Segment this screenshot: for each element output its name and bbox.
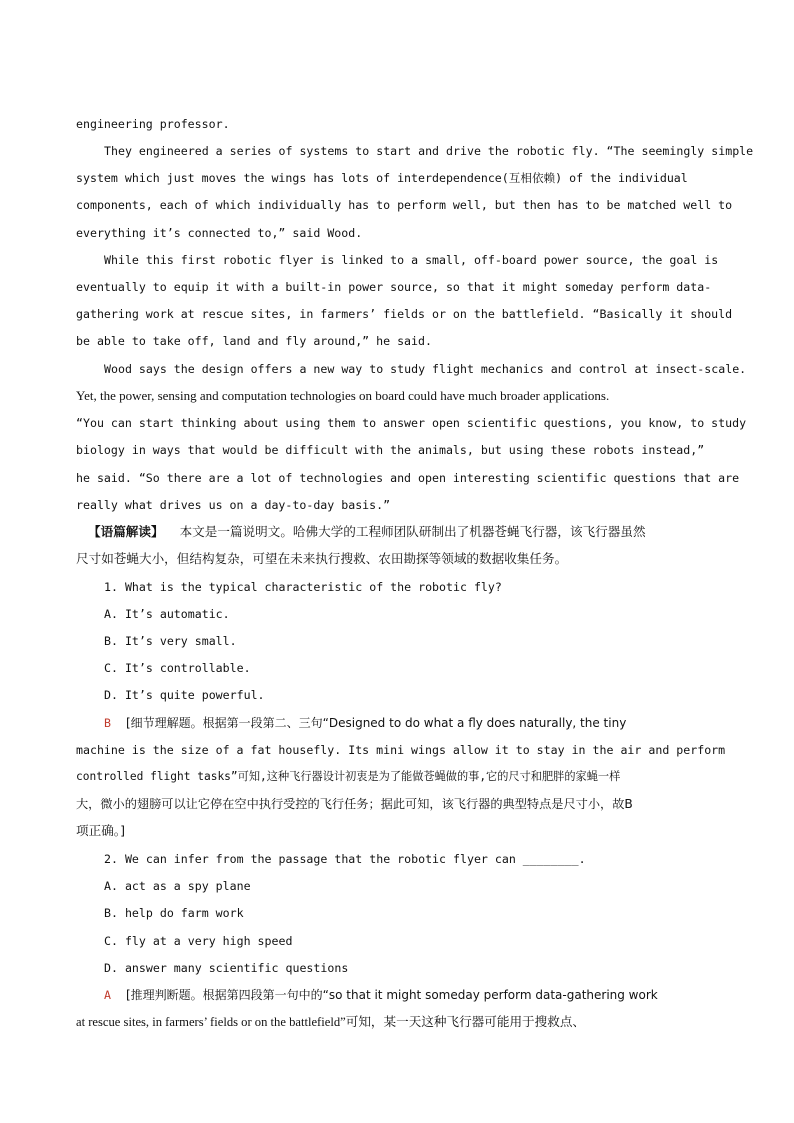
interpretation-label: 【语篇解读】 bbox=[88, 524, 164, 539]
passage-line: really what drives us on a day-to-day basis.” bbox=[76, 498, 391, 512]
explanation-line: at rescue sites, in farmers’ fields or on the battlefield”可知，某一天这种飞行器可能用于搜救点、 bbox=[76, 1015, 586, 1029]
interpretation-line bbox=[88, 523, 702, 541]
option-a: A. act as a spy plane bbox=[104, 879, 251, 893]
explanation-text: [细节理解题。根据第一段第二、三句“Designed to do what a fly does naturally, the tiny bbox=[125, 716, 627, 730]
option-c: C. fly at a very high speed bbox=[104, 934, 293, 948]
passage-line: They engineered a series of systems to start and drive the robotic fly. “The seemingly simple bbox=[104, 144, 754, 158]
passage-line: Wood says the design offers a new way to study flight mechanics and control at insect-scale. bbox=[104, 362, 747, 376]
question-stem: 1. What is the typical characteristic of the robotic fly? bbox=[104, 580, 502, 594]
explanation-line: controlled flight tasks”可知,这种飞行器设计初衷是为了能做苍蝇做的事,它的尺寸和肥胖的家蝇一样 bbox=[76, 770, 621, 783]
question-stem: 2. We can infer from the passage that the robotic flyer can ________. bbox=[104, 852, 586, 866]
passage-line: Yet, the power, sensing and computation technologies on board could have much broader applications. bbox=[76, 388, 610, 403]
option-b: B. It’s very small. bbox=[104, 634, 237, 648]
option-a: A. It’s automatic. bbox=[104, 607, 230, 621]
answer-letter: A bbox=[104, 988, 111, 1002]
passage-line: “You can start thinking about using them to answer open scientific questions, you know, to study bbox=[76, 416, 747, 430]
answer-letter: B bbox=[104, 716, 111, 730]
passage-line: While this first robotic flyer is linked to a small, off-board power source, the goal is bbox=[104, 253, 719, 267]
explanation-line bbox=[104, 986, 718, 1004]
passage-line: everything it’s connected to,” said Wood. bbox=[76, 226, 363, 240]
passage-line: gathering work at rescue sites, in farmers’ fields or on the battlefield. “Basically it should bbox=[76, 307, 733, 321]
passage-line: he said. “So there are a lot of technologies and open interesting scientific questions that are bbox=[76, 471, 740, 485]
explanation-line: 大，微小的翅膀可以让它停在空中执行受控的飞行任务；据此可知，该飞行器的典型特点是尺寸小，故B bbox=[76, 797, 633, 811]
option-c: C. It’s controllable. bbox=[104, 661, 251, 675]
passage-line: components, each of which individually has to perform well, but then has to be matched well to bbox=[76, 198, 733, 212]
option-d: D. answer many scientific questions bbox=[104, 961, 349, 975]
explanation-line bbox=[104, 714, 718, 732]
explanation-text: [推理判断题。根据第四段第一句中的“so that it might someday perform data-gathering work bbox=[125, 988, 658, 1002]
passage-line: system which just moves the wings has lots of interdependence(互相依赖) of the individual bbox=[76, 171, 688, 185]
passage-line: biology in ways that would be difficult with the animals, but using these robots instead,” bbox=[76, 443, 705, 457]
passage-line: be able to take off, land and fly around,” he said. bbox=[76, 334, 432, 348]
option-b: B. help do farm work bbox=[104, 906, 244, 920]
explanation-line: 项正确。] bbox=[76, 823, 125, 838]
interpretation-text: 本文是一篇说明文。哈佛大学的工程师团队研制出了机器苍蝇飞行器，该飞行器虽然 bbox=[179, 524, 646, 539]
passage-line: engineering professor. bbox=[76, 117, 230, 131]
passage-line: eventually to equip it with a built-in power source, so that it might someday perform data- bbox=[76, 280, 712, 294]
option-d: D. It’s quite powerful. bbox=[104, 688, 265, 702]
explanation-line: machine is the size of a fat housefly. Its mini wings allow it to stay in the air and perform bbox=[76, 743, 726, 757]
interpretation-line: 尺寸如苍蝇大小，但结构复杂，可望在未来执行搜救、农田勘探等领域的数据收集任务。 bbox=[76, 551, 568, 566]
